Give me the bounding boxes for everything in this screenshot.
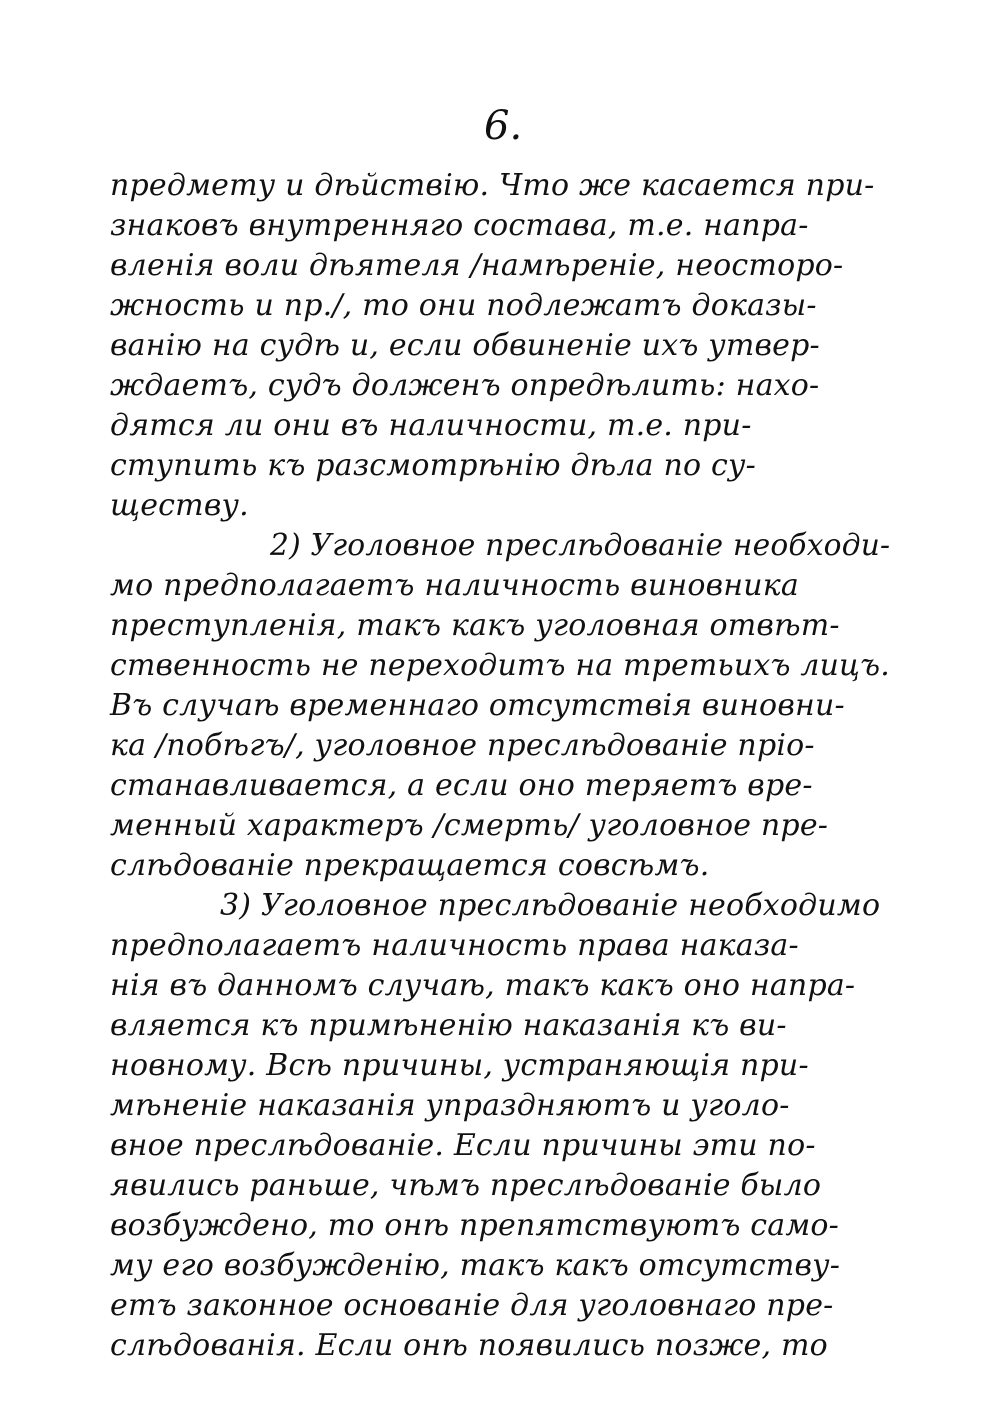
text-line-26: явились раньше, чѣмъ преслѣдованiе было: [110, 1168, 822, 1203]
text-line-23: новному. Всѣ причины, устраняющiя при-: [110, 1048, 809, 1083]
text-line-6: ждаетъ, судъ долженъ опредѣлить: нахо-: [110, 368, 820, 403]
text-line-24: мѣненiе наказанiя упраздняютъ и уголо-: [110, 1088, 790, 1123]
text-line-7: дятся ли они въ наличности, т.е. при-: [110, 408, 752, 443]
text-line-29: етъ законное основанiе для уголовнаго пре-: [110, 1288, 834, 1323]
text-line-17: менный характеръ /смерть/ уголовное пре-: [110, 808, 829, 843]
text-line-9: ществу.: [110, 488, 249, 523]
text-line-19: 3) Уголовное преслѣдованiе необходимо: [220, 888, 881, 923]
text-line-16: станавливается, а если оно теряетъ вре-: [110, 768, 813, 803]
text-line-15: ка /побѣгъ/, уголовное преслѣдованiе прiо-: [110, 728, 815, 763]
text-line-11: мо предполагаетъ наличность виновника: [110, 568, 799, 603]
text-line-18: слѣдованiе прекращается совсѣмъ.: [110, 848, 710, 883]
text-line-8: ступить къ разсмотрѣнiю дѣла по су-: [110, 448, 756, 483]
text-line-25: вное преслѣдованiе. Если причины эти по-: [110, 1128, 816, 1163]
text-line-5: ванiю на судѣ и, если обвиненiе ихъ утвер-: [110, 328, 820, 363]
text-line-21: нiя въ данномъ случаѣ, такъ какъ оно напра-: [110, 968, 856, 1003]
text-line-1: предмету и дѣйствiю. Что же касается при-: [110, 168, 875, 203]
text-line-14: Въ случаѣ временнаго отсутствiя виновни-: [110, 688, 845, 723]
text-line-22: вляется къ примѣненiю наказанiя къ ви-: [110, 1008, 787, 1043]
text-line-2: знаковъ внутренняго состава, т.е. напра-: [110, 208, 809, 243]
text-line-10: 2) Уголовное преслѣдованiе необходи-: [270, 528, 891, 563]
text-line-27: возбуждено, то онѣ препятствуютъ само-: [110, 1208, 840, 1243]
text-line-12: преступленiя, такъ какъ уголовная отвѣт-: [110, 608, 840, 643]
text-line-28: му его возбужденiю, такъ какъ отсутству-: [110, 1248, 841, 1283]
text-line-20: предполагаетъ наличность права наказа-: [110, 928, 799, 963]
text-line-13: ственность не переходитъ на третьихъ лицъ.: [110, 648, 890, 683]
page-number: 6.: [484, 103, 523, 149]
text-line-30: слѣдованiя. Если онѣ появились позже, то: [110, 1328, 828, 1363]
text-line-4: жность и пр./, то они подлежатъ доказы-: [110, 288, 817, 323]
text-line-3: вленiя воли дѣятеля /намѣренiе, неосторо-: [110, 248, 844, 283]
